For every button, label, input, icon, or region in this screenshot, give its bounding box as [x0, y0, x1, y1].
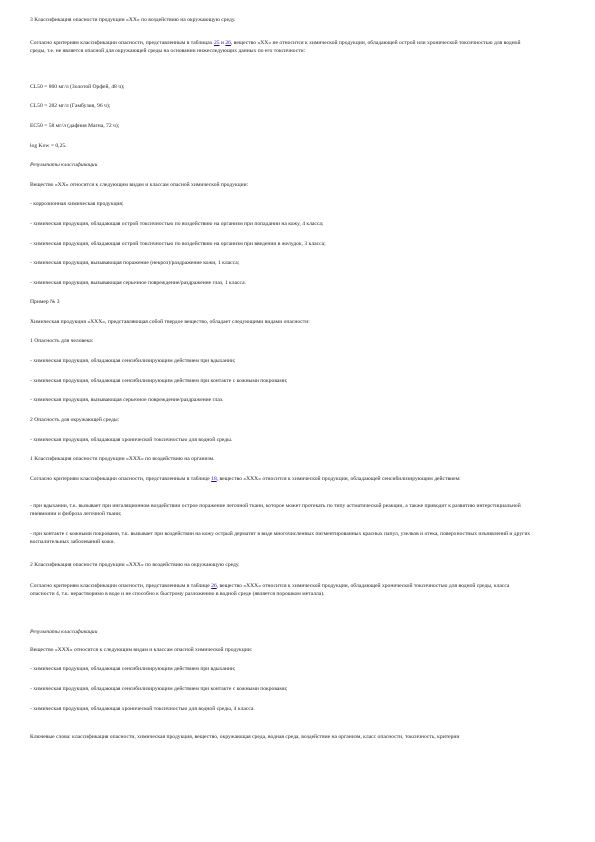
example-3-intro: Химическая продукция «ХХХ», представляющая собой твердое вещество, обладает следующими видами опасности: [30, 319, 310, 325]
list-item: - химическая продукция, обладающая острой токсичностью по воздействию на организм при попадании на кожу, 4 класса; [30, 221, 324, 227]
log-kow-value: log Kow = 0,25. [30, 143, 67, 149]
list-item: - химическая продукция, вызывающая серьезное повреждение/раздражение глаз. [30, 397, 224, 403]
list-item: - химическая продукция, вызывающая поражение (некроз)/раздражение кожи, 1 класса; [30, 260, 240, 266]
list-item: - при вдыхании, т.к. вызывает при ингаляционном воздействии острое поражение легочной ткани, которое может протекать по типу астматической реакции, а также приводит к развитию интерстициальной пневмонии и фиброза легочной ткани; [30, 503, 521, 517]
results-intro-2: Вещество «ХХХ» относится к следующим видам и классам опасной химической продукции: [30, 647, 253, 653]
list-item: - химическая продукция, обладающая хронической токсичностью для водной среды, 4 класса. [30, 706, 255, 712]
section-heading-environment-xxx: 2 Классификация опасности продукции «ХХХ» по воздействию на окружающую среду. [30, 562, 240, 568]
human-hazard-heading: 1 Опасность для человека: [30, 338, 94, 344]
list-item: - химическая продукция, обладающая сенсибилизирующим действием при контакте с кожными покровами; [30, 378, 288, 384]
example-3-heading: Пример № 3 [30, 299, 60, 305]
keywords: Ключевые слова: классификация опасности, химическая продукция, вещество, окружающая среда, водная среда, воздействие на организм, класс опасности, токсичность, критерии [30, 734, 460, 740]
paragraph-text: и [219, 40, 226, 46]
table-26-link[interactable]: 26 [211, 583, 217, 589]
environment-hazard-heading: 2 Опасность для окружающей среды: [30, 417, 120, 423]
paragraph-text: , вещество «ХХ» не относится к химической продукции, обладающей острой или хронической токсичностью для водной среды, т.е. не является опасной для окружающей среды на основании нижеследующих данных по его токсичности: [30, 40, 521, 54]
paragraph-criteria-table-26 [30, 582, 535, 598]
section-heading-organism-xxx: 1 Классификация опасности продукции «ХХХ» по воздействию на организм. [30, 456, 215, 462]
list-item: - химическая продукция, вызывающая серьезное повреждение/раздражение глаз, 1 класса. [30, 280, 246, 286]
table-18-link[interactable]: 18 [211, 476, 217, 482]
table-25-link[interactable]: 25 [213, 40, 220, 46]
toxicity-value-3: EC50 = 58 мг/л (дафния Магна, 72 ч); [30, 123, 120, 129]
paragraph-text: Согласно критериям классификации опасности, представленным в таблице [30, 476, 212, 482]
list-item: - при контакте с кожными покровами, т.к. вызывает при воздействии на кожу острый дерматит в виде многочисленных пигментированных красных папул, узелков и отека, поверхностных изъязвлений и других воспалительных заболеваний кожи. [30, 531, 531, 545]
list-item: - химическая продукция, обладающая сенсибилизирующим действием при вдыхании; [30, 666, 236, 672]
paragraph-text: Согласно критериям классификации опасности, представленным в таблицах [30, 40, 214, 46]
paragraph-text: Согласно критериям классификации опасности, представленным в таблице [30, 583, 212, 589]
list-item: - химическая продукция, обладающая сенсибилизирующим действием при контакте с кожными покровами; [30, 686, 288, 692]
toxicity-value-2: CL50 = 282 мг/л (Гамбузия, 96 ч); [30, 103, 111, 109]
paragraph-criteria-xx [30, 39, 535, 55]
results-heading-2: Результаты классификации [30, 629, 98, 635]
list-item: - коррозионная химическая продукция; [30, 201, 124, 207]
paragraph-text: , вещество «ХХХ» относится к химической продукции, обладающей сенсибилизирующим действием: [216, 476, 461, 482]
table-26-link[interactable]: 26 [225, 40, 231, 46]
section-heading-environment-xx: 3 Классификация опасности продукции «ХХ» по воздействию на окружающую среду. [30, 17, 236, 23]
results-heading-1: Результаты классификации [30, 162, 98, 168]
results-intro-1: Вещество «ХХ» относится к следующим видам и классам опасной химической продукции: [30, 182, 249, 188]
paragraph-criteria-table-18 [30, 475, 535, 483]
toxicity-value-1: CL50 = 860 мг/л (Золотой Орфей, 48 ч); [30, 84, 125, 90]
list-item: - химическая продукция, обладающая хронической токсичностью для водной среды. [30, 437, 233, 443]
paragraph-text: , вещество «ХХХ» относится к химической продукции, обладающей хронической токсичностью для водной среды, класса опасности 4, т.к. нерастворимо в воде и не способно к быстрому разложению в водной среде (является порошком металла). [30, 583, 510, 597]
list-item: - химическая продукция, обладающая сенсибилизирующим действием при вдыхании; [30, 358, 236, 364]
list-item: - химическая продукция, обладающая острой токсичностью по воздействию на организм при введении в желудок, 3 класса; [30, 241, 326, 247]
